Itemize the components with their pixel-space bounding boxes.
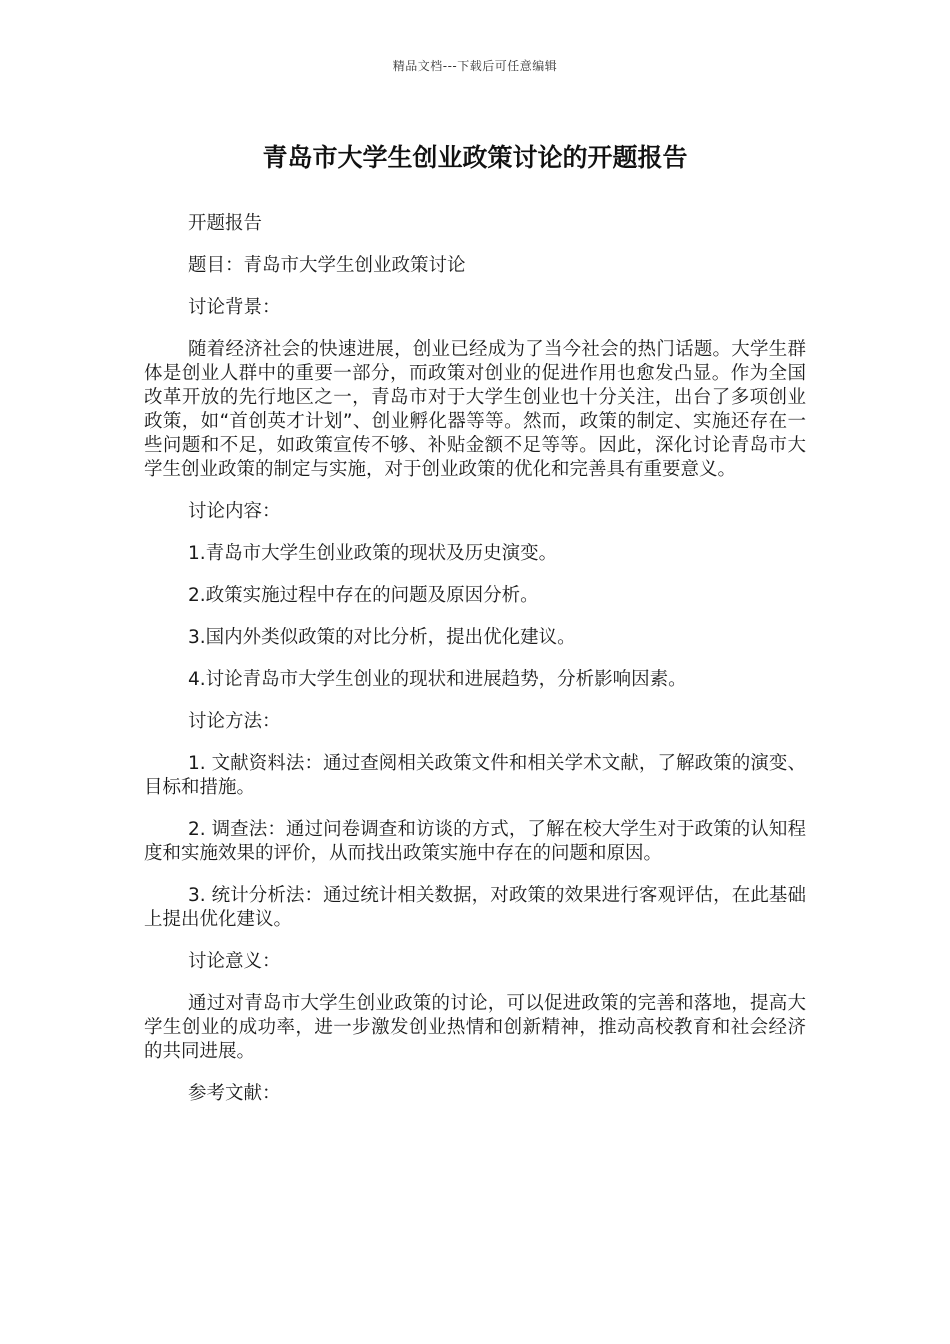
method-item-3: 3. 统计分析法：通过统计相关数据，对政策的效果进行客观评估，在此基础上提出优化建议。 [144,885,806,930]
method-item-2: 2. 调查法：通过问卷调查和访谈的方式，了解在校大学生对于政策的认知程度和实施效果的评价，从而找出政策实施中存在的问题和原因。 [144,819,806,864]
paragraph-background: 随着经济社会的快速进展，创业已经成为了当今社会的热门话题。大学生群体是创业人群中的重要一部分，而政策对创业的促进作用也愈发凸显。作为全国改革开放的先行地区之一，青岛市对于大学生创业也十分关注，出台了多项创业政策，如“首创英才计划”、创业孵化器等等。然而，政策的制定、实施还存在一些问题和不足，如政策宣传不够、补贴金额不足等等。因此，深化讨论青岛市大学生创业政策的制定与实施，对于创业政策的优化和完善具有重要意义。 [144,339,806,480]
heading-content: 讨论内容： [188,501,281,522]
heading-significance: 讨论意义： [188,951,281,972]
header-note: 精品文档---下载后可任意编辑 [392,59,558,73]
content-item-1: 1.青岛市大学生创业政策的现状及历史演变。 [188,543,558,564]
paragraph-topic: 题目：青岛市大学生创业政策讨论 [188,255,466,276]
heading-references: 参考文献： [188,1083,281,1104]
content-item-2: 2.政策实施过程中存在的问题及原因分析。 [188,585,539,606]
paragraph-report-label: 开题报告 [188,213,263,234]
heading-methods: 讨论方法： [188,711,281,732]
paragraph-significance: 通过对青岛市大学生创业政策的讨论，可以促进政策的完善和落地，提高大学生创业的成功率，进一步激发创业热情和创新精神，推动高校教育和社会经济的共同进展。 [144,993,806,1062]
content-item-4: 4.讨论青岛市大学生创业的现状和进展趋势，分析影响因素。 [188,669,687,690]
content-item-3: 3.国内外类似政策的对比分析，提出优化建议。 [188,627,576,648]
method-item-1: 1. 文献资料法：通过查阅相关政策文件和相关学术文献，了解政策的演变、目标和措施。 [144,753,806,798]
heading-background: 讨论背景： [188,297,281,318]
document-body [144,212,806,1124]
document-title: 青岛市大学生创业政策讨论的开题报告 [262,143,688,172]
